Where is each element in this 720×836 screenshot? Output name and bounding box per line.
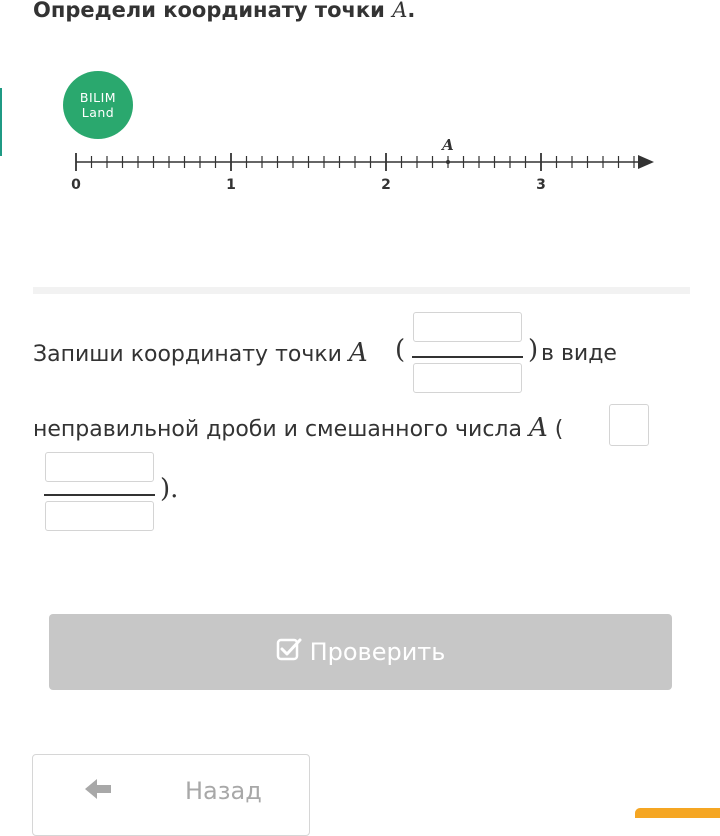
task-title-suffix: . xyxy=(407,0,416,22)
question-text-3: неправильной дроби и смешанного числа xyxy=(33,417,529,442)
checkbox-check-icon xyxy=(276,637,302,667)
question-text-1: Запиши координату точки xyxy=(33,342,349,367)
question-var-a-2: A xyxy=(528,413,548,443)
point-a-label: A xyxy=(442,136,454,154)
logo-line-1: BILIM xyxy=(79,90,117,105)
section-divider xyxy=(33,287,690,294)
tick-label: 3 xyxy=(536,177,546,193)
mixed-numerator-input[interactable] xyxy=(45,452,154,482)
tick-label: 1 xyxy=(226,177,236,193)
tick-label: 2 xyxy=(381,177,391,193)
open-paren-2: ( xyxy=(547,417,564,442)
task-title-text: Определи координату точки xyxy=(33,0,393,22)
check-button[interactable] xyxy=(49,614,672,690)
fraction-bar-improper xyxy=(412,356,523,358)
back-button-label: Назад xyxy=(185,777,262,805)
number-line xyxy=(60,128,660,198)
question-line-1 xyxy=(33,338,368,368)
number-line-labels xyxy=(71,177,546,193)
task-title xyxy=(33,0,415,22)
question-line-2 xyxy=(33,413,563,443)
tick-label: 0 xyxy=(71,177,81,193)
logo-line-2: Land xyxy=(81,105,115,120)
open-paren-1: ( xyxy=(395,335,406,365)
question-var-a-1: A xyxy=(348,338,368,368)
question-text-2: в виде xyxy=(541,341,617,366)
improper-numerator-input[interactable] xyxy=(413,312,522,342)
close-paren-2: ). xyxy=(160,474,179,504)
mixed-whole-input[interactable] xyxy=(609,404,649,446)
improper-denominator-input[interactable] xyxy=(413,363,522,393)
arrow-left-icon xyxy=(84,777,112,805)
back-button[interactable] xyxy=(32,754,310,836)
number-line-arrow xyxy=(638,155,654,169)
check-button-label: Проверить xyxy=(309,638,446,666)
orange-corner-button[interactable] xyxy=(635,808,720,818)
point-a-marker xyxy=(446,160,450,164)
fraction-bar-mixed xyxy=(44,494,155,496)
mixed-denominator-input[interactable] xyxy=(45,501,154,531)
task-title-variable: A xyxy=(392,0,408,22)
close-paren-1: ) xyxy=(528,335,539,365)
left-accent-bar xyxy=(0,88,2,156)
